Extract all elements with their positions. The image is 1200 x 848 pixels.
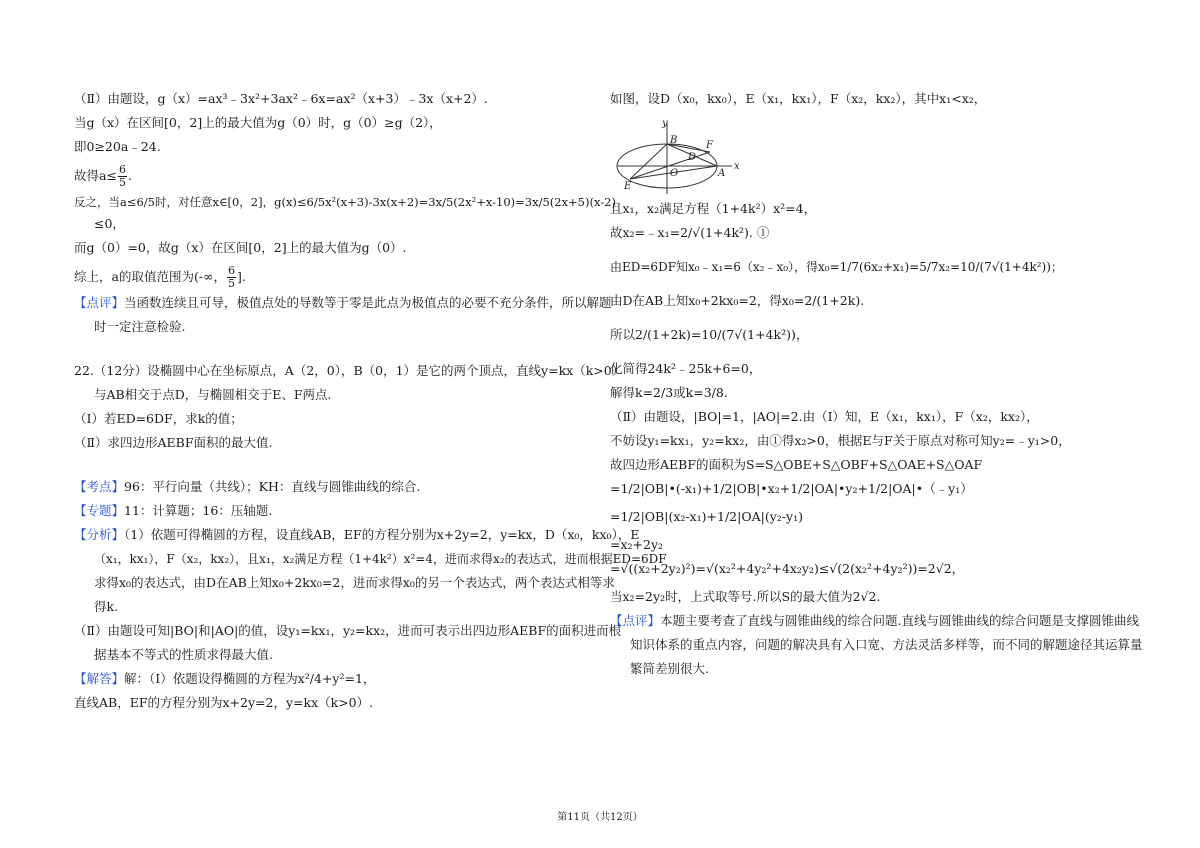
solution-tag: 【解答】 — [74, 671, 125, 686]
text-line: 且x₁，x₂满足方程（1+4k²）x²=4， — [610, 201, 817, 216]
formula-line: =√((x₂+2y₂)²)=√(x₂²+4y₂²+4x₂y₂)≤√(2(x₂²+4y₂²))=2√2， — [610, 561, 965, 576]
comment-text: 本题主要考查了直线与圆锥曲线的综合问题.直线与圆锥曲线的综合问题是支撑圆锥曲线 — [660, 613, 1139, 628]
formula-line: 所以2/(1+2k)=10/(7√(1+4k²))， — [610, 327, 809, 342]
solution-text: 解：（Ⅰ）依题设得椭圆的方程为x²/4+y²=1， — [124, 671, 376, 686]
text-line — [74, 164, 594, 189]
comment-line: 知识体系的重点内容，问题的解决具有入口宽、方法灵活多样等，而不同的解题途径其运算量 — [630, 637, 1143, 652]
label-y: y — [662, 118, 668, 129]
problem-line: 22.（12分）设椭圆中心在坐标原点，A（2，0），B（0，1）是它的两个顶点，直线y=kx（k>0） — [74, 363, 625, 378]
formula-line: =1/2|OB|(x₂-x₁)+1/2|OA|(y₂-y₁) — [610, 509, 803, 524]
formula-line: 由D在AB上知x₀+2kx₀=2，得x₀=2/(1+2k). — [610, 293, 865, 308]
comment-line — [610, 613, 1139, 628]
comment-line: 繁简差别很大. — [630, 661, 709, 676]
text-span: 综上，a的取值范围为(-∞， — [74, 269, 226, 284]
label-o: O — [670, 168, 679, 179]
fraction — [118, 164, 127, 189]
kaodian-text: 96：平行向量（共线）；KH：直线与圆锥曲线的综合. — [124, 479, 421, 494]
denominator: 5 — [227, 277, 235, 290]
kaodian-line — [74, 480, 594, 494]
formula-line: =x₂+2y₂ — [610, 537, 664, 552]
formula-line: 反之，当a≤6/5时，对任意x∈[0，2]，g(x)≤6/5x²(x+3)-3x(x+2)=3x/5(2x²+x-10)=3x/5(2x+5)(x-2) — [74, 195, 616, 209]
kaodian-tag: 【考点】 — [74, 479, 125, 494]
zhuanti-tag: 【专题】 — [74, 503, 125, 518]
ellipse-figure — [612, 116, 747, 196]
formula-line: 由ED=6DF知x₀﹣x₁=6（x₂﹣x₀），得x₀=1/7(6x₂+x₁)=5/7x₂=10/(7√(1+4k²))； — [610, 260, 1063, 274]
analysis-line: 据基本不等式的性质求得最大值. — [94, 647, 273, 662]
problem-line: （Ⅰ）若ED=6DF，求k的值； — [74, 411, 243, 426]
analysis-line — [74, 527, 640, 542]
label-d: D — [688, 152, 697, 163]
text-line: 如图，设D（x₀，kx₀），E（x₁，kx₁），F（x₂，kx₂），其中x₁<x₂， — [610, 91, 987, 106]
right-column — [610, 91, 1143, 686]
analysis-line: 得k. — [94, 599, 119, 614]
zhuanti-line — [74, 504, 594, 518]
analysis-text: （1）依题可得椭圆的方程，设直线AB，EF的方程分别为x+2y=2，y=kx，D（x₀，kx₀），E — [124, 527, 640, 542]
text-line — [74, 265, 594, 290]
label-e: E — [624, 181, 632, 192]
label-f: F — [706, 140, 713, 151]
text-line: 即0≥20a﹣24. — [74, 139, 161, 154]
text-line: 不妨设y₁=kx₁，y₂=kx₂，由①得x₂>0，根据E与F关于原点对称可知y₂=﹣y₁>0， — [610, 433, 1071, 448]
analysis-line: （Ⅱ）由题设可知|BO|和|AO|的值，设y₁=kx₁，y₂=kx₂，进而可表示出四边形AEBF的面积进而根 — [74, 623, 622, 638]
text-line: 当x₂=2y₂时，上式取等号.所以S的最大值为2√2. — [610, 589, 881, 604]
text-line: ≤0， — [94, 216, 125, 231]
solution-line: 直线AB，EF的方程分别为x+2y=2，y=kx（k>0）. — [74, 695, 374, 710]
label-a: A — [718, 168, 726, 179]
analysis-tag: 【分析】 — [74, 527, 125, 542]
formula-line: 解得k=2/3或k=3/8. — [610, 385, 728, 400]
spacer — [74, 344, 594, 364]
page-footer: 第11页（共12页） — [557, 812, 643, 823]
text-line: 故四边形AEBF的面积为S=S△OBE+S△OBF+S△OAE+S△OAF — [610, 457, 983, 472]
problem-line: （Ⅱ）求四边形AEBF面积的最大值. — [74, 435, 273, 450]
text-line: 而g（0）=0，故g（x）在区间[0，2]上的最大值为g（0）. — [74, 240, 407, 255]
comment-text: 当函数连续且可导，极值点处的导数等于零是此点为极值点的必要不充分条件，所以解题 — [124, 295, 612, 310]
comment-tag: 【点评】 — [74, 295, 125, 310]
text-span: ]. — [236, 269, 246, 284]
fraction — [227, 265, 236, 290]
text-line: 化简得24k²﹣25k+6=0， — [610, 361, 762, 376]
analysis-line: （x₁，kx₁），F（x₂，kx₂），且x₁，x₂满足方程（1+4k²）x²=4，进而求得x₂的表达式，进而根据ED=6DF — [94, 552, 667, 566]
numerator: 6 — [118, 163, 126, 176]
text-line: 当g（x）在区间[0，2]上的最大值为g（0）时，g（0）≥g（2）， — [74, 115, 442, 130]
text-span: 故得a≤ — [74, 168, 117, 183]
text-line: （Ⅱ）由题设，|BO|=1，|AO|=2.由（Ⅰ）知，E（x₁，kx₁），F（x₂，kx₂）， — [610, 409, 1039, 424]
comment-line: 时一定注意检验. — [94, 319, 186, 334]
analysis-line: 求得x₀的表达式，由D在AB上知x₀+2kx₀=2，进而求得x₀的另一个表达式，两个表达式相等求 — [94, 575, 615, 590]
formula-line: =1/2|OB|•(-x₁)+1/2|OB|•x₂+1/2|OA|•y₂+1/2|OA|•（﹣y₁） — [610, 481, 973, 496]
solution-line — [74, 672, 594, 686]
text-line: （Ⅱ）由题设，g（x）=ax³﹣3x²+3ax²﹣6x=ax²（x+3）﹣3x（x+2）. — [74, 91, 488, 106]
comment-tag: 【点评】 — [610, 613, 661, 628]
zhuanti-text: 11：计算题；16：压轴题. — [124, 503, 273, 518]
denominator: 5 — [118, 176, 126, 189]
comment-line — [74, 295, 612, 310]
text-span: . — [127, 168, 132, 183]
problem-line: 与AB相交于点D，与椭圆相交于E、F两点. — [94, 387, 332, 402]
formula-line: 故x₂=﹣x₁=2/√(1+4k²). ① — [610, 225, 770, 240]
numerator: 6 — [227, 264, 235, 277]
spacer — [74, 460, 594, 480]
label-b: B — [670, 135, 678, 146]
label-x: x — [734, 161, 740, 172]
